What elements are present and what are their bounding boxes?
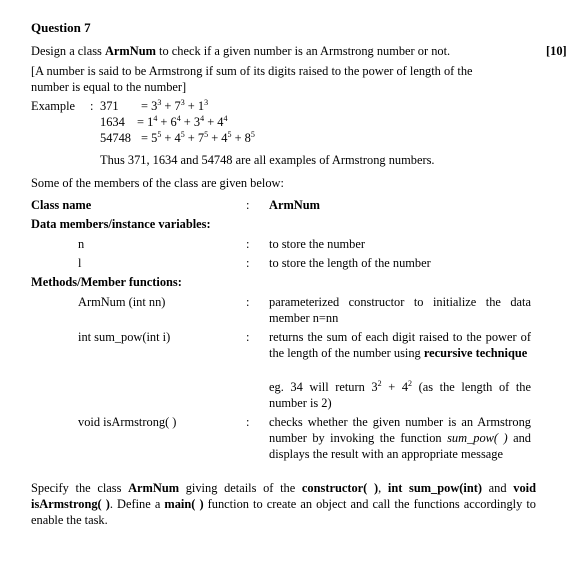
data-member-desc: to store the length of the number	[269, 256, 431, 270]
method-desc: checks whether the given number is an Armstrong number by invoking the function sum_pow( ) and displays the result with an appropriate message	[269, 415, 532, 461]
method-name: void isArmstrong( )	[78, 415, 177, 429]
methods-heading: Methods/Member functions:	[31, 275, 182, 289]
task-paragraph: Specify the class ArmNum giving details of the constructor( ), int sum_pow(int) and void isArmstrong( ). Define a main( ) function to create an object and call the functions accordingly to enable the task.	[31, 481, 537, 527]
data-member-name: n	[78, 237, 85, 251]
data-members-heading: Data members/instance variables:	[31, 217, 211, 231]
method-example: eg. 34 will return $3^2 + 4^2$ (as the length of the number is 2)	[269, 379, 531, 410]
colon: :	[246, 415, 250, 429]
data-member-desc: to store the number	[269, 237, 366, 251]
colon: :	[246, 198, 250, 212]
colon: :	[246, 295, 250, 309]
method-name: int sum_pow(int i)	[78, 330, 171, 344]
method-desc: returns the sum of each digit raised to the power of the length of the number using recursive technique	[269, 330, 531, 360]
example-number: 54748	[100, 131, 131, 145]
example-equation: = $1^4 + 6^4 + 3^4 + 4^4$	[137, 114, 228, 129]
example-equation: = $3^3 + 7^3 + 1^3$	[141, 98, 209, 113]
example-number: 371	[100, 99, 119, 113]
colon: :	[246, 256, 250, 270]
method-name: ArmNum (int nn)	[78, 295, 166, 309]
example-equation: = $5^5 + 4^5 + 7^5 + 4^5 + 8^5$	[141, 130, 255, 145]
example-colon: :	[90, 99, 94, 113]
question-title: Question 7	[31, 20, 91, 35]
thus-line: Thus 371, 1634 and 54748 are all examples of Armstrong numbers.	[100, 153, 435, 167]
definition-line-1: [A number is said to be Armstrong if sum of its digits raised to the power of length of the	[31, 64, 473, 78]
example-label: Example	[31, 99, 76, 113]
data-member-name: l	[78, 256, 82, 270]
members-intro: Some of the members of the class are given below:	[31, 176, 284, 190]
marks-label: [10]	[546, 44, 567, 58]
question-intro: Design a class ArmNum to check if a given number is an Armstrong number or not.	[31, 44, 451, 58]
class-name-label: Class name	[31, 198, 92, 212]
colon: :	[246, 330, 250, 344]
class-name-value: ArmNum	[269, 198, 320, 212]
example-number: 1634	[100, 115, 125, 129]
method-desc: parameterized constructor to initialize the data member n=nn	[269, 295, 531, 325]
colon: :	[246, 237, 250, 251]
definition-line-2: number is equal to the number]	[31, 80, 187, 94]
